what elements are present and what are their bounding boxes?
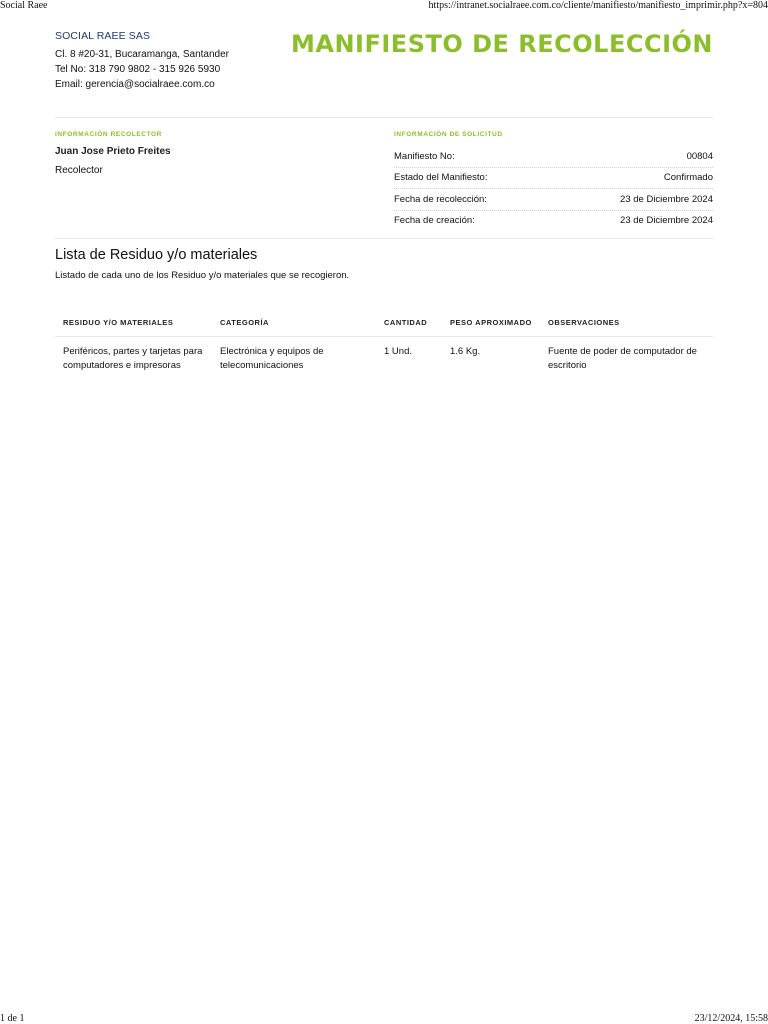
- collector-role: Recolector: [55, 165, 103, 176]
- info-row-collection-date: [394, 189, 713, 211]
- column-header-category: CATEGORÍA: [220, 318, 269, 327]
- info-row-status: [394, 168, 713, 190]
- info-label: Fecha de recolección:: [394, 193, 487, 205]
- print-footer-page: 1 de 1: [0, 1013, 25, 1024]
- cell-quantity: 1 Und.: [384, 346, 412, 357]
- info-value: 23 de Diciembre 2024: [620, 215, 713, 227]
- info-value: 00804: [686, 150, 713, 162]
- print-footer-datetime: 23/12/2024, 15:58: [694, 1013, 768, 1024]
- column-header-quantity: CANTIDAD: [384, 318, 428, 327]
- print-header-url: https://intranet.socialraee.com.co/cliente/manifiesto/manifiesto_imprimir.php?x=804: [428, 0, 768, 11]
- cell-notes: Fuente de poder de computador de escritorio: [548, 346, 697, 371]
- collector-name: Juan Jose Prieto Freites: [55, 146, 171, 157]
- divider: [55, 238, 713, 239]
- info-label: Fecha de creación:: [394, 215, 475, 227]
- info-label: Manifiesto No:: [394, 150, 455, 162]
- print-header-title: Social Raee: [0, 0, 48, 11]
- column-header-weight: PESO APROXIMADO: [450, 318, 532, 327]
- company-address: Cl. 8 #20-31, Bucaramanga, Santander: [55, 49, 229, 60]
- cell-category: Electrónica y equipos de telecomunicaciones: [220, 346, 324, 371]
- info-value: 23 de Diciembre 2024: [620, 193, 713, 205]
- document-title: MANIFIESTO DE RECOLECCIÓN: [291, 30, 713, 58]
- company-phone: Tel No: 318 790 9802 - 315 926 5930: [55, 64, 221, 75]
- cell-weight: 1.6 Kg.: [450, 346, 481, 357]
- cell-material: Periféricos, partes y tarjetas para computadores e impresoras: [63, 346, 203, 371]
- divider: [55, 117, 713, 118]
- company-email: Email: gerencia@socialraee.com.co: [55, 79, 215, 90]
- materials-table: [55, 309, 713, 372]
- info-value: Confirmado: [663, 172, 713, 184]
- request-section-label: INFORMACIÓN DE SOLICITUD: [394, 131, 503, 138]
- column-header-notes: OBSERVACIONES: [548, 318, 620, 327]
- company-name: SOCIAL RAEE SAS: [55, 30, 151, 42]
- info-row-creation-date: [394, 211, 713, 232]
- column-header-material: RESIDUO Y/O MATERIALES: [63, 318, 174, 327]
- materials-subtitle: Listado de cada uno de los Residuo y/o materiales que se recogieron.: [55, 270, 350, 281]
- info-row-manifest-number: [394, 146, 713, 168]
- request-info-table: [394, 146, 713, 231]
- materials-title: Lista de Residuo y/o materiales: [55, 247, 258, 263]
- table-header: [55, 309, 713, 337]
- collector-section-label: INFORMACIÓN RECOLECTOR: [55, 131, 162, 138]
- table-row: [55, 337, 713, 372]
- info-label: Estado del Manifiesto:: [394, 172, 488, 184]
